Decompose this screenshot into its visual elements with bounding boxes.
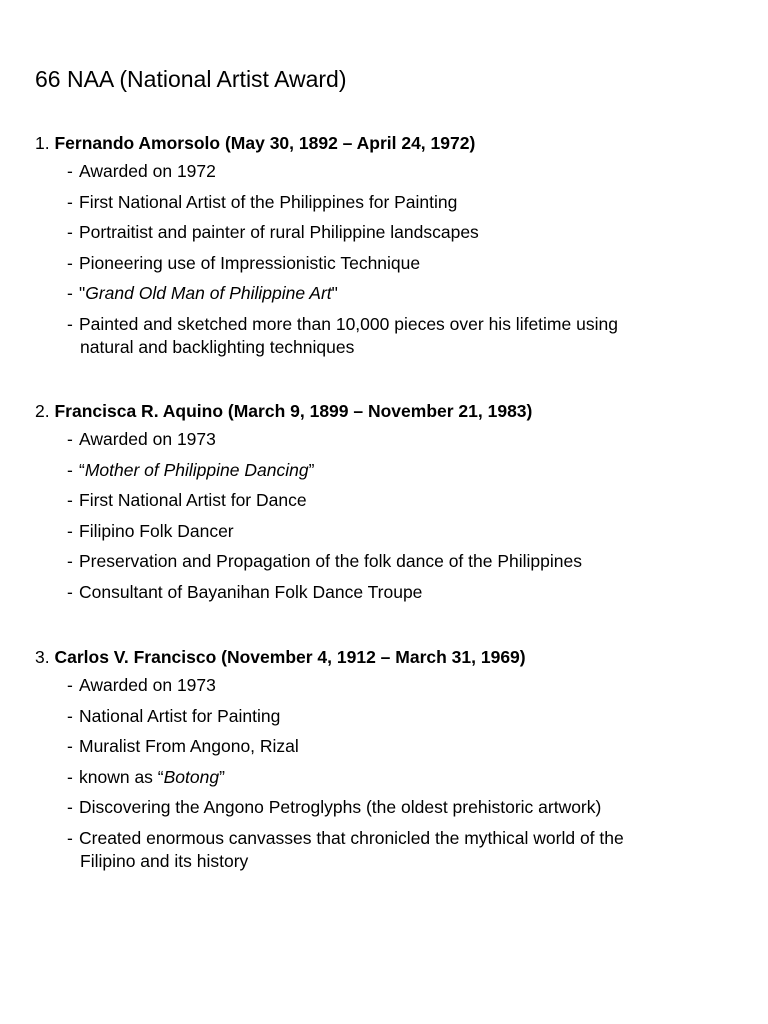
bullet-prefix: “ — [79, 459, 85, 480]
bullet-line: Filipino Folk Dancer — [79, 520, 234, 541]
bullet-text — [79, 313, 679, 359]
entry-heading — [35, 130, 735, 156]
bullet-dash: - — [67, 222, 73, 242]
bullet-dash: - — [67, 459, 73, 480]
bullet-text — [79, 252, 679, 275]
bullet-text — [79, 520, 679, 543]
list-item — [35, 705, 735, 728]
list-item — [35, 827, 735, 873]
bullet-line: Discovering the Angono Petroglyphs (the oldest prehistoric artwork) — [79, 797, 602, 817]
bullet-text — [79, 282, 679, 305]
list-item — [35, 221, 735, 244]
bullet-prefix: known as “ — [79, 766, 164, 787]
bullet-line: Awarded on 1973 — [79, 675, 216, 695]
bullet-dash: - — [67, 797, 73, 817]
document-title: 66 NAA (National Artist Award) — [35, 66, 347, 92]
bullet-dash: - — [67, 827, 73, 848]
entry-number: 2. — [35, 401, 50, 421]
bullet-line: First National Artist for Dance — [79, 490, 307, 510]
bullet-list — [35, 160, 735, 359]
bullet-line: Portraitist and painter of rural Philippine landscapes — [79, 222, 479, 242]
artist-entry — [35, 130, 735, 366]
list-item — [35, 313, 735, 359]
bullet-text — [79, 735, 679, 758]
entry-heading — [35, 398, 735, 424]
bullet-text — [79, 221, 679, 244]
bullet-text — [79, 191, 679, 214]
bullet-prefix: " — [79, 283, 86, 303]
bullet-dash: - — [67, 551, 73, 571]
bullet-line: National Artist for Painting — [79, 705, 281, 726]
bullet-text — [79, 428, 679, 451]
entry-number: 3. — [35, 647, 50, 667]
list-item — [35, 191, 735, 214]
bullet-text — [79, 674, 679, 697]
bullet-dash: - — [67, 581, 73, 602]
bullet-dash: - — [67, 675, 73, 695]
bullet-dash: - — [67, 283, 73, 303]
list-item — [35, 550, 735, 573]
bullet-italic-text: Mother of Philippine Dancing — [84, 459, 309, 480]
bullet-text — [79, 550, 679, 573]
list-item — [35, 428, 735, 451]
artist-entry — [35, 644, 735, 880]
bullet-line: Preservation and Propagation of the folk dance of the Philippines — [79, 551, 582, 571]
bullet-dash: - — [67, 736, 73, 756]
bullet-suffix: " — [331, 283, 338, 303]
bullet-text — [79, 581, 679, 604]
bullet-continuation: natural and backlighting techniques — [80, 336, 355, 357]
list-item — [35, 581, 735, 604]
bullet-text — [79, 827, 679, 873]
artist-name-and-dates: Fernando Amorsolo (May 30, 1892 – April 24, 1972) — [54, 133, 476, 153]
bullet-dash: - — [67, 705, 73, 726]
list-item — [35, 796, 735, 819]
bullet-line: Awarded on 1973 — [79, 429, 216, 449]
bullet-suffix: ” — [308, 459, 315, 480]
bullet-continuation: Filipino and its history — [80, 850, 249, 871]
bullet-dash: - — [67, 191, 73, 212]
list-item — [35, 282, 735, 305]
bullet-text — [79, 459, 679, 482]
bullet-line: Painted and sketched more than 10,000 pieces over his lifetime using — [79, 313, 618, 334]
artist-name-and-dates: Francisca R. Aquino (March 9, 1899 – November 21, 1983) — [54, 401, 533, 421]
bullet-text — [79, 160, 679, 183]
bullet-dash: - — [67, 252, 73, 273]
list-item — [35, 160, 735, 183]
bullet-suffix: ” — [219, 766, 225, 787]
bullet-dash: - — [67, 490, 73, 510]
bullet-list — [35, 428, 735, 604]
bullet-dash: - — [67, 520, 73, 541]
bullet-italic-text: Grand Old Man of Philippine Art — [85, 283, 332, 303]
list-item — [35, 735, 735, 758]
bullet-line: Muralist From Angono, Rizal — [79, 736, 299, 756]
bullet-text — [79, 796, 679, 819]
entry-heading — [35, 644, 735, 670]
bullet-text — [79, 766, 679, 789]
list-item — [35, 674, 735, 697]
bullet-list — [35, 674, 735, 873]
bullet-line: Awarded on 1972 — [79, 161, 216, 181]
bullet-dash: - — [67, 313, 73, 334]
bullet-dash: - — [67, 161, 73, 181]
list-item — [35, 520, 735, 543]
artist-entry — [35, 398, 735, 611]
bullet-italic-text: Botong — [163, 766, 220, 787]
entry-number: 1. — [35, 133, 50, 153]
list-item — [35, 766, 735, 789]
list-item — [35, 489, 735, 512]
bullet-line: Pioneering use of Impressionistic Technique — [79, 252, 421, 273]
bullet-dash: - — [67, 429, 73, 449]
bullet-line: Consultant of Bayanihan Folk Dance Troupe — [79, 581, 423, 602]
bullet-line: First National Artist of the Philippines for Painting — [79, 191, 458, 212]
bullet-text — [79, 705, 679, 728]
list-item — [35, 459, 735, 482]
list-item — [35, 252, 735, 275]
bullet-dash: - — [67, 766, 73, 787]
bullet-text — [79, 489, 679, 512]
artist-name-and-dates: Carlos V. Francisco (November 4, 1912 – March 31, 1969) — [54, 647, 526, 667]
bullet-line: Created enormous canvasses that chronicled the mythical world of the — [79, 827, 624, 848]
